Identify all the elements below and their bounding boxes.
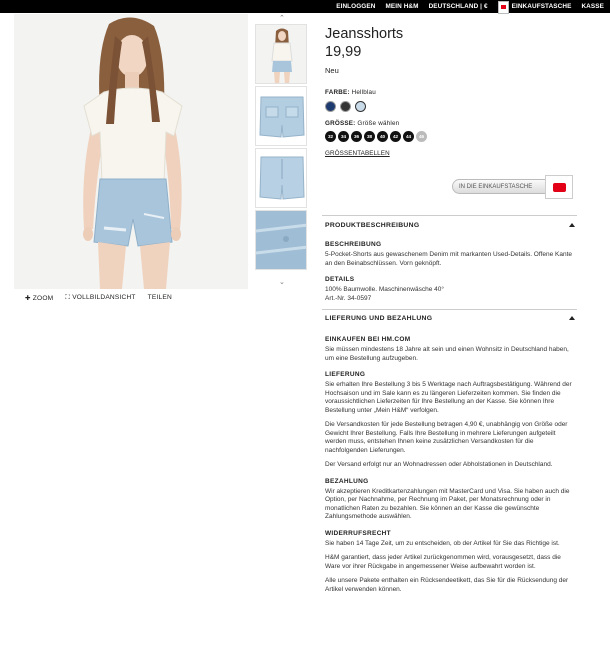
product-info <box>325 26 575 160</box>
shipping-text-1: Sie erhalten Ihre Bestellung 3 bis 5 Werktage nach Auftragsbestätigung. Während der Hochsaison und im Sale kann es zu längeren Lieferzeiten kommen. Sie finden die voraussichtlichen Lieferzeiten für Ihre Bestellung an der Kasse. Sie können Ihre Bestellung unter „Mein H&M“ verfolgen. <box>325 381 572 414</box>
size-46: 46 <box>416 131 427 142</box>
fullview-label: VOLLBILDANSICHT <box>72 294 136 301</box>
thumb-scroll-up-icon[interactable]: ⌃ <box>279 15 285 22</box>
shipping-title: LIEFERUNG <box>325 371 366 378</box>
size-label-text: GRÖSSE: <box>325 120 356 127</box>
checkout-link[interactable]: KASSE <box>581 3 604 10</box>
size-44[interactable]: 44 <box>403 131 414 142</box>
share-button[interactable]: TEILEN <box>147 294 172 301</box>
add-to-cart-label: IN DIE EINKAUFSTASCHE <box>452 179 568 194</box>
shop-title: EINKAUFEN BEI HM.COM <box>325 336 411 343</box>
image-tools <box>25 294 172 302</box>
hm-bag-icon <box>545 175 573 199</box>
color-swatches <box>325 101 575 112</box>
description-title: BESCHREIBUNG <box>325 241 382 248</box>
product-description-toggle[interactable] <box>325 222 575 229</box>
swatch-dark-grey[interactable] <box>340 101 351 112</box>
size-32[interactable]: 32 <box>325 131 336 142</box>
swatch-dark-blue[interactable] <box>325 101 336 112</box>
size-36[interactable]: 36 <box>351 131 362 142</box>
size-options <box>325 131 575 142</box>
color-label-text: FARBE: <box>325 89 350 96</box>
size-42[interactable]: 42 <box>390 131 401 142</box>
color-label <box>325 89 575 96</box>
collapse-arrow-icon <box>569 316 575 320</box>
thumbnail-list <box>255 24 307 272</box>
cart-label: EINKAUFSTASCHE <box>511 3 572 10</box>
product-title: Jeansshorts <box>325 26 404 42</box>
divider <box>322 215 577 216</box>
swatch-light-blue[interactable] <box>355 101 366 112</box>
zoom-label: ZOOM <box>32 295 54 302</box>
collapse-arrow-icon <box>569 223 575 227</box>
return-title: WIDERRUFSRECHT <box>325 529 391 537</box>
details-title: DETAILS <box>325 276 355 283</box>
size-hint: Größe wählen <box>357 120 400 127</box>
product-description-heading: PRODUKTBESCHREIBUNG <box>325 222 420 229</box>
thumb-scroll-down-icon[interactable]: ⌄ <box>279 279 285 286</box>
delivery-section <box>325 315 575 594</box>
product-price: 19,99 <box>325 44 362 60</box>
thumbnail-detail[interactable] <box>255 210 307 270</box>
add-to-cart-button[interactable] <box>452 175 573 198</box>
divider <box>322 309 577 310</box>
size-40[interactable]: 40 <box>377 131 388 142</box>
shipping-text-2: Die Versandkosten für jede Bestellung betragen 4,90 €, unabhängig von Größe oder Gewicht Ihrer Bestellung. Falls Ihre Bestellung in mehrere Lieferungen aufgeteilt werden muss, entstehen Ihnen keine zusätzlichen Versandkosten für die nachfolgenden Lieferungen. <box>325 421 568 454</box>
details-line-1: 100% Baumwolle. Maschinenwäsche 40° <box>325 286 444 293</box>
shop-text: Sie müssen mindestens 18 Jahre alt sein und einen Wohnsitz in Deutschland haben, um eine Bestellung aufzugeben. <box>325 346 569 362</box>
zoom-button[interactable]: ✚ ZOOM <box>25 295 54 302</box>
size-table-link[interactable]: GRÖSSENTABELLEN <box>325 150 390 157</box>
size-38[interactable]: 38 <box>364 131 375 142</box>
thumbnail-back[interactable] <box>255 86 307 146</box>
color-value: Hellblau <box>351 89 376 96</box>
description-text: 5-Pocket-Shorts aus gewaschenem Denim mit markanten Used-Details. Offene Kante an den Beinabschlüssen. Vorn geknöpft. <box>325 251 572 267</box>
top-navigation <box>0 0 610 13</box>
thumbnail-model[interactable] <box>255 24 307 84</box>
return-text-1: Sie haben 14 Tage Zeit, um zu entscheiden, ob der Artikel für Sie das Richtige ist. <box>325 539 560 547</box>
login-link[interactable]: EINLOGGEN <box>336 3 376 10</box>
product-description-section <box>325 222 575 303</box>
new-badge: Neu <box>325 66 339 75</box>
details-line-2: Art.-Nr. 34-0597 <box>325 294 372 302</box>
product-main-image[interactable] <box>14 14 248 289</box>
cart-link[interactable] <box>498 0 572 14</box>
shipping-text-3: Der Versand erfolgt nur an Wohnadressen oder Abholstationen in Deutschland. <box>325 461 553 468</box>
country-selector[interactable]: DEUTSCHLAND | € <box>428 3 488 10</box>
return-text-3: Alle unsere Pakete enthalten ein Rücksendeetikett, das Sie für die Rücksendung der Artikel verwenden können. <box>325 577 569 593</box>
shopping-bag-icon <box>498 1 509 14</box>
delivery-toggle[interactable] <box>325 315 575 322</box>
size-label <box>325 120 575 127</box>
payment-title: BEZAHLUNG <box>325 477 369 485</box>
payment-text: Wir akzeptieren Kreditkartenzahlungen mit MasterCard und Visa. Sie haben auch die Option, per Nachnahme, per Rechnung im Paket, per Monatsrechnung oder in monatlichen Raten zu bezahlen. Sie können an der Kasse die gewünschte Zahlungsmethode auswählen. <box>325 487 570 520</box>
return-text-2: H&M garantiert, dass jeder Artikel zurückgenommen wird, vorausgesetzt, dass die Ware vor ihrer Rückgabe in angemessener Weise aufbewahrt worden ist. <box>325 554 561 570</box>
size-34[interactable]: 34 <box>338 131 349 142</box>
fullview-button[interactable]: ⛶ VOLLBILDANSICHT <box>65 294 136 301</box>
my-hm-link[interactable]: MEIN H&M <box>385 3 419 10</box>
delivery-heading: LIEFERUNG UND BEZAHLUNG <box>325 315 433 322</box>
thumbnail-front[interactable] <box>255 148 307 208</box>
